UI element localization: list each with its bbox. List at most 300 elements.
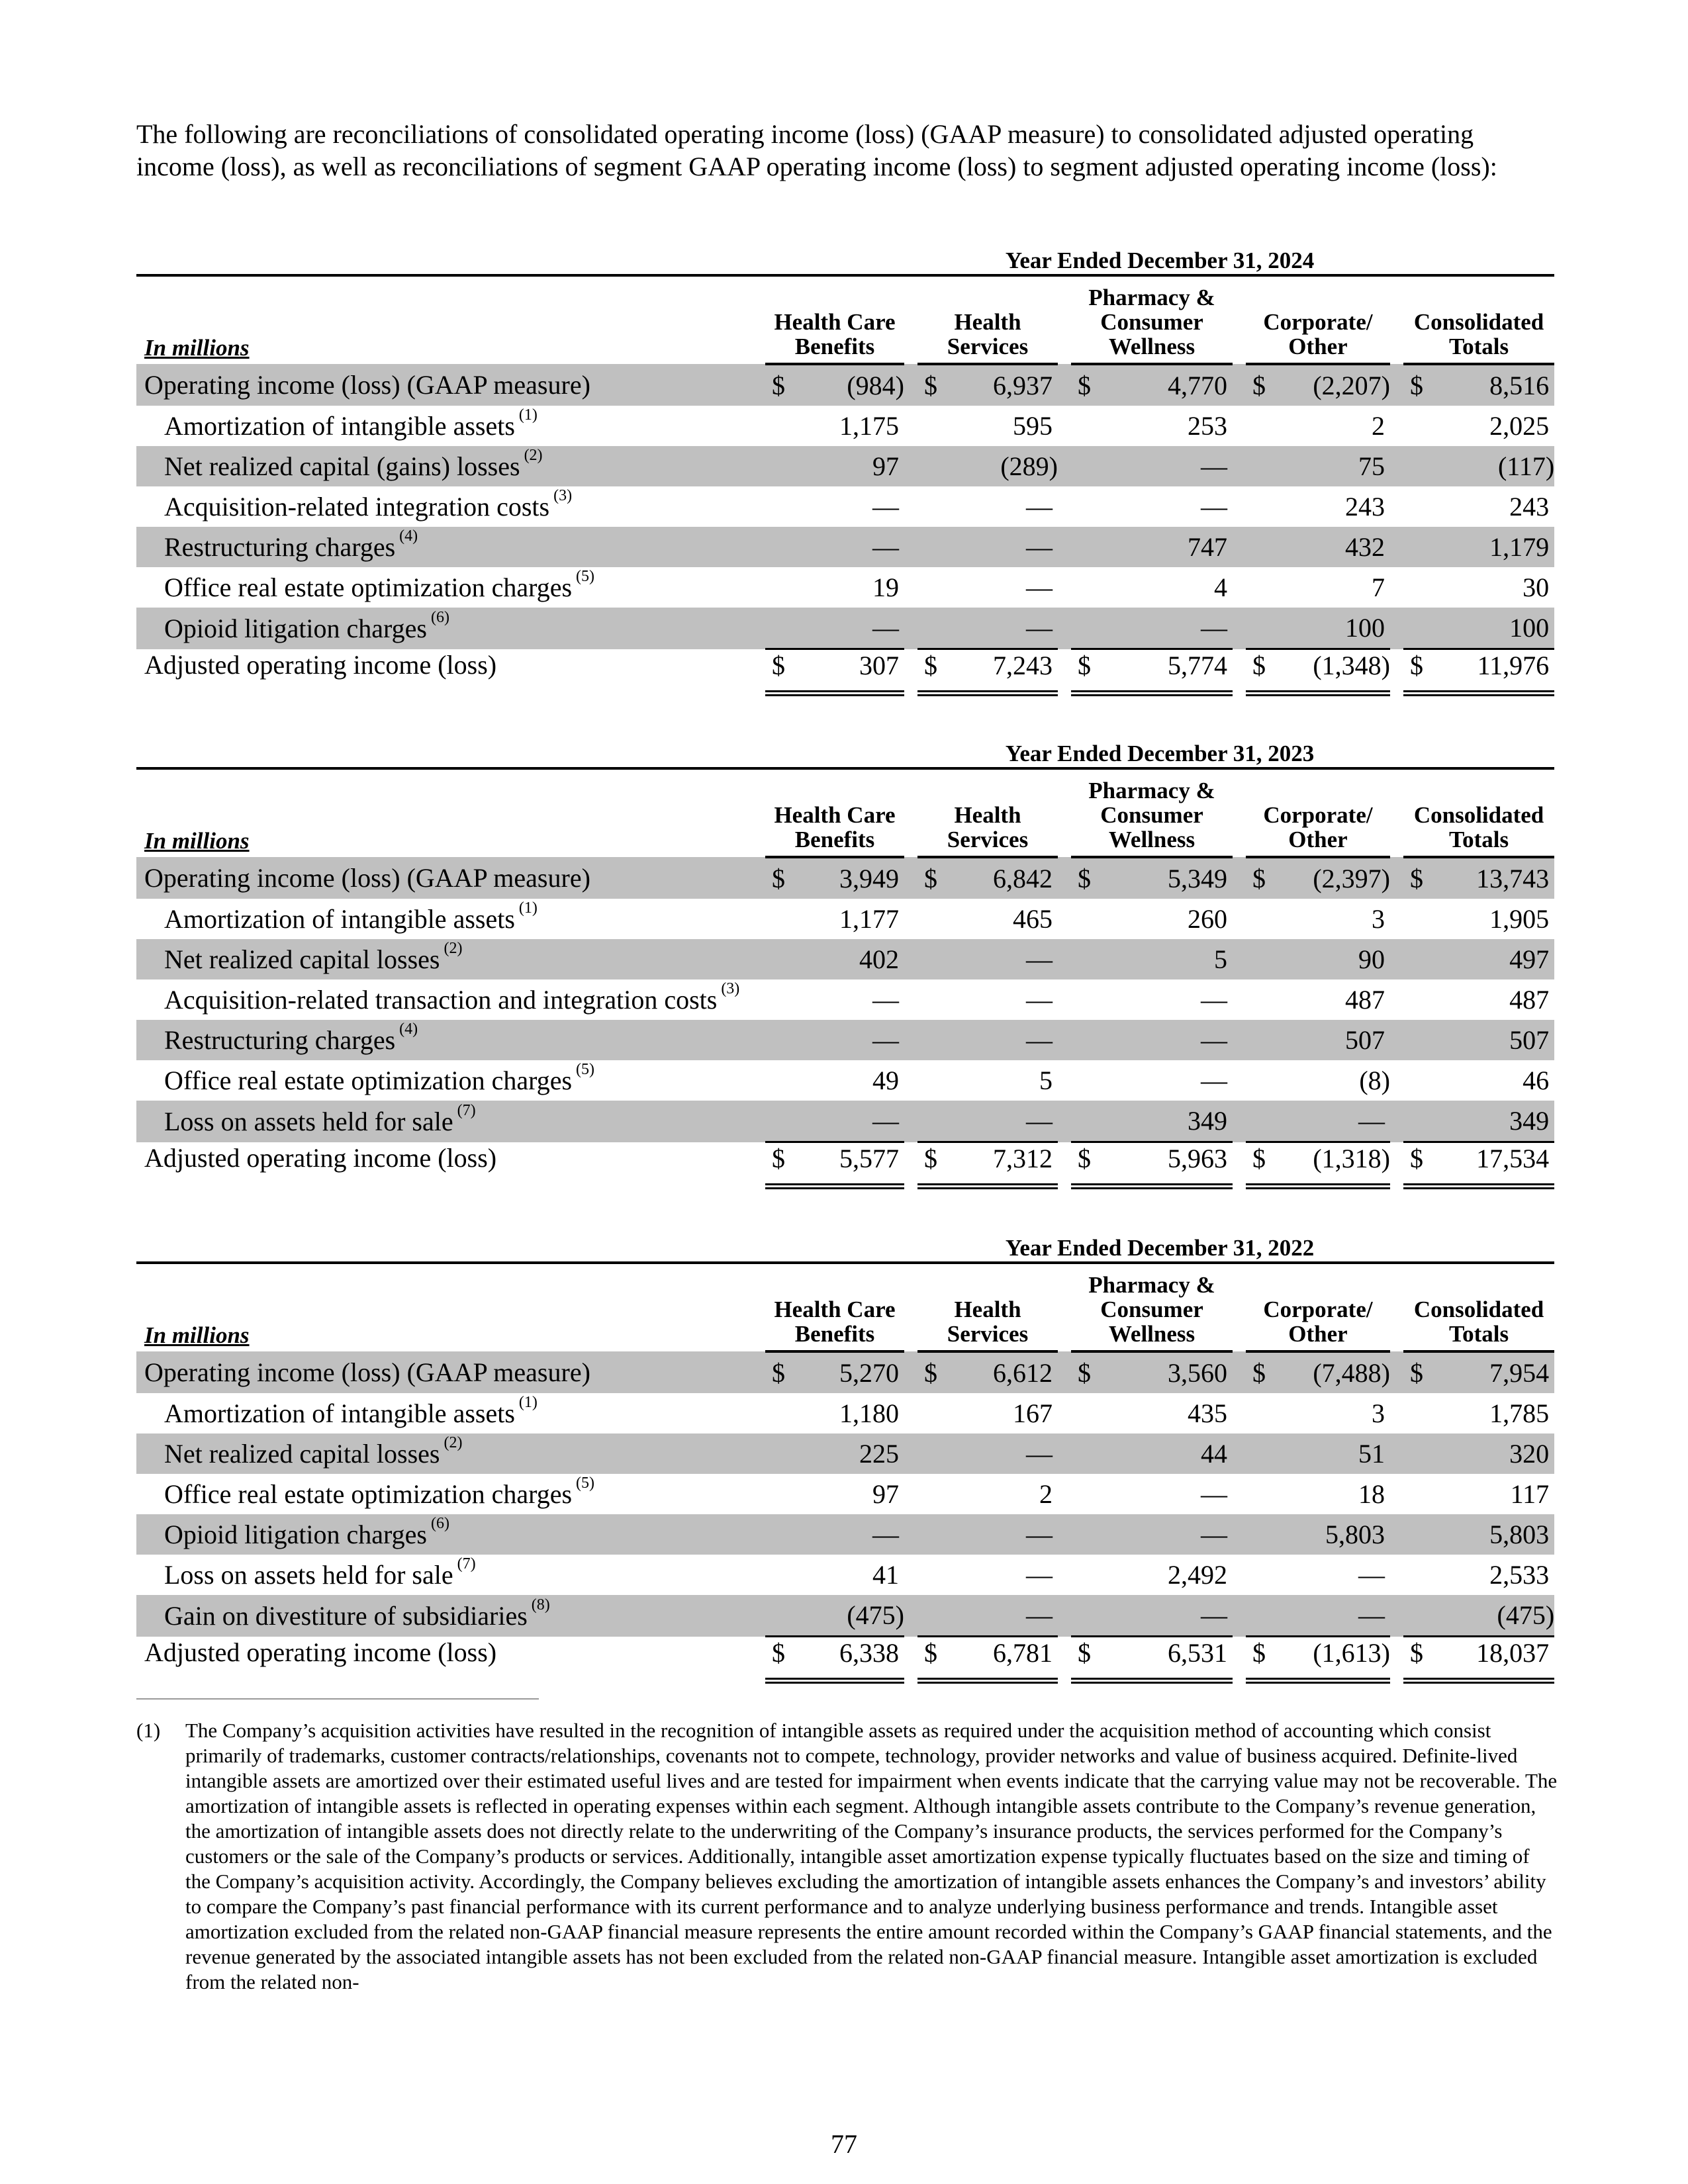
cell-value: 75: [1268, 446, 1390, 486]
cell-value: 260: [1188, 904, 1227, 934]
table-row: [136, 899, 1554, 939]
cell-value: 8,516: [1426, 364, 1554, 406]
row-label: [136, 446, 765, 486]
currency-symbol: [917, 446, 940, 486]
in-millions-label: In millions: [144, 335, 250, 361]
row-label-text: Loss on assets held for sale: [164, 1106, 453, 1136]
currency-symbol: $: [765, 1142, 788, 1187]
column-header: [765, 1263, 904, 1351]
currency-symbol: [1403, 1101, 1426, 1142]
column-header: [917, 1263, 1058, 1351]
cell-value: 100: [1426, 608, 1554, 649]
footnote-marker: (8): [531, 1596, 550, 1614]
currency-symbol: [917, 486, 940, 527]
currency-symbol: [1071, 1020, 1094, 1060]
table-row: [136, 939, 1554, 979]
currency-symbol: $: [917, 1142, 940, 1187]
currency-symbol: [765, 1433, 788, 1474]
footnote-marker: (3): [553, 487, 573, 504]
row-label: [136, 1474, 765, 1514]
cell-value: 4,770: [1094, 364, 1233, 406]
currency-symbol: [917, 608, 940, 649]
reconciliation-table: [136, 1231, 1554, 1684]
table-row: [136, 1393, 1554, 1433]
cell-value: 3: [1372, 1398, 1385, 1428]
currency-symbol: [1403, 1555, 1426, 1595]
cell-value: 432: [1268, 527, 1390, 567]
cell-value: —: [1026, 492, 1053, 522]
column-header-line: Corporate/: [1263, 802, 1373, 828]
total-value: 5,963: [1094, 1142, 1233, 1187]
footnote-marker: (4): [399, 527, 418, 545]
column-header-line: Benefits: [794, 334, 875, 359]
column-header-line: Health: [954, 802, 1021, 828]
cell-value: (2,397): [1268, 857, 1390, 899]
cell-value: 18: [1358, 1479, 1385, 1509]
cell-value: 44: [1094, 1433, 1233, 1474]
currency-symbol: [765, 979, 788, 1020]
row-label: [136, 567, 765, 608]
currency-symbol: [1246, 939, 1268, 979]
column-header-line: Health: [954, 309, 1021, 335]
column-header: [917, 275, 1058, 364]
row-label-text: Operating income (loss) (GAAP measure): [144, 863, 590, 893]
column-header-line: Wellness: [1108, 334, 1196, 359]
table-row: [136, 1101, 1554, 1142]
currency-symbol: [1071, 1393, 1094, 1433]
footnote-marker: (7): [457, 1555, 476, 1572]
row-label-text: Office real estate optimization charges: [164, 1066, 573, 1095]
footnote-marker: (2): [524, 447, 543, 464]
table-row: [136, 527, 1554, 567]
currency-symbol: $: [1403, 1637, 1426, 1681]
column-header-line: Services: [947, 334, 1029, 359]
total-label: Adjusted operating income (loss): [144, 1637, 497, 1667]
cell-value: —: [788, 1101, 904, 1142]
cell-value: 507: [1268, 1020, 1390, 1060]
footnote-marker: (5): [576, 1475, 595, 1492]
total-value: 17,534: [1426, 1142, 1554, 1187]
cell-value: 5,349: [1094, 857, 1233, 899]
currency-symbol: $: [1071, 364, 1094, 406]
cell-value: 1,175: [839, 411, 899, 441]
currency-symbol: [917, 1393, 940, 1433]
cell-value: 100: [1268, 608, 1390, 649]
cell-value: 1,177: [839, 904, 899, 934]
total-value: 6,781: [940, 1637, 1058, 1681]
cell-value: (984): [788, 364, 904, 406]
footnote-marker: (2): [444, 940, 463, 957]
cell-value: —: [1026, 572, 1053, 602]
cell-value: —: [940, 527, 1058, 567]
cell-value: —: [788, 1020, 904, 1060]
currency-symbol: [917, 1020, 940, 1060]
intro-paragraph: The following are reconciliations of consolidated operating income (loss) (GAAP measure) to consolidated adjusted operating income (loss), as well as reconciliations of segment GAAP operating income (loss) to segment adjusted operating income (loss):: [136, 119, 1497, 181]
currency-symbol: [917, 1514, 940, 1555]
cell-value: —: [872, 492, 899, 522]
footnote-marker: (1): [518, 899, 538, 917]
cell-value: 1,905: [1489, 904, 1550, 934]
currency-symbol: [1071, 1060, 1094, 1101]
currency-symbol: [917, 1474, 940, 1514]
cell-value: 5: [1094, 939, 1233, 979]
currency-symbol: $: [1403, 649, 1426, 694]
column-header-line: Wellness: [1108, 827, 1196, 852]
currency-symbol: [1246, 1555, 1268, 1595]
currency-symbol: [1246, 608, 1268, 649]
column-header-line: Consolidated: [1413, 802, 1544, 828]
column-header-line: Health Care: [774, 802, 896, 828]
cell-value: 51: [1268, 1433, 1390, 1474]
footnote-marker: (3): [721, 980, 740, 997]
cell-value: 5,270: [788, 1351, 904, 1393]
currency-symbol: $: [917, 649, 940, 694]
row-label-text: Acquisition-related integration costs: [164, 492, 550, 522]
cell-value: —: [1201, 492, 1227, 522]
column-header: [765, 275, 904, 364]
currency-symbol: [1246, 486, 1268, 527]
column-header: [1071, 1263, 1233, 1351]
currency-symbol: [765, 939, 788, 979]
cell-value: (289): [940, 446, 1058, 486]
cell-value: 1,785: [1489, 1398, 1550, 1428]
currency-symbol: [917, 1555, 940, 1595]
currency-symbol: $: [1071, 1351, 1094, 1393]
in-millions-label: In millions: [144, 828, 250, 854]
currency-symbol: [1071, 1101, 1094, 1142]
column-header: [1246, 768, 1390, 857]
currency-symbol: [1246, 1101, 1268, 1142]
currency-symbol: [765, 1060, 788, 1101]
row-label: [136, 1555, 765, 1595]
currency-symbol: [1246, 1020, 1268, 1060]
cell-value: —: [1268, 1101, 1390, 1142]
total-value: 5,774: [1094, 649, 1233, 694]
cell-value: —: [1094, 1020, 1233, 1060]
row-label-text: Net realized capital (gains) losses: [164, 451, 520, 481]
table-row: [136, 1020, 1554, 1060]
currency-symbol: [1403, 446, 1426, 486]
column-header-line: Other: [1288, 827, 1348, 852]
table-row: [136, 567, 1554, 608]
cell-value: —: [1201, 1066, 1227, 1095]
table-row: [136, 1474, 1554, 1514]
cell-value: (2,207): [1268, 364, 1390, 406]
row-label-text: Loss on assets held for sale: [164, 1560, 453, 1590]
column-header-line: Totals: [1449, 827, 1509, 852]
currency-symbol: $: [765, 364, 788, 406]
cell-value: —: [940, 1101, 1058, 1142]
footnote-marker: (5): [576, 1061, 595, 1078]
footnote-marker: (1): [518, 406, 538, 424]
currency-symbol: [1246, 979, 1268, 1020]
row-label: [136, 1433, 765, 1474]
footnote-1: [136, 1718, 1560, 1995]
cell-value: 7,954: [1426, 1351, 1554, 1393]
column-header-line: Benefits: [794, 1321, 875, 1347]
footnote-marker: (6): [430, 1515, 449, 1532]
row-label: [136, 979, 765, 1020]
cell-value: 435: [1188, 1398, 1227, 1428]
currency-symbol: [1403, 1595, 1426, 1637]
footnote-marker: (2): [444, 1434, 463, 1451]
cell-value: 2: [1372, 411, 1385, 441]
row-label-text: Opioid litigation charges: [164, 613, 427, 643]
currency-symbol: [1246, 899, 1268, 939]
total-row: [136, 649, 1554, 694]
column-header-line: Consolidated: [1413, 1297, 1544, 1322]
currency-symbol: [1071, 1555, 1094, 1595]
column-header-line: Health Care: [774, 1297, 896, 1322]
column-header: [1071, 275, 1233, 364]
total-label: Adjusted operating income (loss): [144, 649, 497, 680]
currency-symbol: [1403, 608, 1426, 649]
table-row: [136, 608, 1554, 649]
table-row: [136, 446, 1554, 486]
table-row: [136, 1433, 1554, 1474]
footnote-marker: (6): [430, 608, 449, 626]
row-label: [136, 857, 765, 899]
cell-value: —: [940, 1433, 1058, 1474]
currency-symbol: [765, 1020, 788, 1060]
cell-value: —: [1201, 1479, 1227, 1509]
currency-symbol: $: [1071, 1637, 1094, 1681]
total-value: 7,312: [940, 1142, 1058, 1187]
reconciliation-table: [136, 737, 1554, 1189]
currency-symbol: [917, 406, 940, 446]
column-header-line: Health Care: [774, 309, 896, 335]
currency-symbol: [1246, 1514, 1268, 1555]
cell-value: 5: [1039, 1066, 1053, 1095]
currency-symbol: [765, 1101, 788, 1142]
cell-value: 13,743: [1426, 857, 1554, 899]
currency-symbol: [1403, 406, 1426, 446]
currency-symbol: [1246, 1433, 1268, 1474]
currency-symbol: $: [1403, 1351, 1426, 1393]
cell-value: 117: [1510, 1479, 1550, 1509]
cell-value: 402: [788, 939, 904, 979]
currency-symbol: [765, 486, 788, 527]
currency-symbol: $: [1246, 1142, 1268, 1187]
cell-value: 3: [1372, 904, 1385, 934]
column-header-line: Consumer: [1100, 802, 1203, 828]
currency-symbol: $: [1246, 1637, 1268, 1681]
currency-symbol: [765, 406, 788, 446]
table-row: [136, 979, 1554, 1020]
currency-symbol: [1071, 486, 1094, 527]
row-label-text: Acquisition-related transaction and integration costs: [164, 985, 718, 1015]
currency-symbol: [765, 1474, 788, 1514]
cell-value: 97: [788, 446, 904, 486]
cell-value: —: [940, 608, 1058, 649]
cell-value: 497: [1426, 939, 1554, 979]
cell-value: 2: [1039, 1479, 1053, 1509]
cell-value: 1,179: [1426, 527, 1554, 567]
currency-symbol: [765, 1555, 788, 1595]
footnote-marker: (4): [399, 1021, 418, 1038]
row-label: [136, 1393, 765, 1433]
footnote-marker: (1): [518, 1394, 538, 1411]
column-header: [1403, 1263, 1554, 1351]
column-header-line: Corporate/: [1263, 309, 1373, 335]
column-header: [1246, 275, 1390, 364]
currency-symbol: $: [1071, 857, 1094, 899]
total-value: (1,348): [1268, 649, 1390, 694]
cell-value: —: [872, 985, 899, 1015]
currency-symbol: [1246, 567, 1268, 608]
column-header-line: Consumer: [1100, 1297, 1203, 1322]
table-row: [136, 1351, 1554, 1393]
cell-value: 243: [1345, 492, 1385, 522]
cell-value: 90: [1268, 939, 1390, 979]
currency-symbol: [1071, 979, 1094, 1020]
currency-symbol: [765, 527, 788, 567]
cell-value: 3,560: [1094, 1351, 1233, 1393]
cell-value: (475): [1426, 1595, 1554, 1637]
row-label: [136, 1020, 765, 1060]
row-label-text: Net realized capital losses: [164, 944, 440, 974]
currency-symbol: [1403, 1433, 1426, 1474]
cell-value: —: [1026, 985, 1053, 1015]
cell-value: —: [940, 1020, 1058, 1060]
currency-symbol: [917, 1060, 940, 1101]
currency-symbol: $: [765, 1637, 788, 1681]
currency-symbol: [1071, 1474, 1094, 1514]
page-number: 77: [831, 2129, 857, 2159]
year-header: Year Ended December 31, 2023: [765, 737, 1554, 768]
currency-symbol: $: [1403, 364, 1426, 406]
footnote-divider: [136, 1698, 539, 1700]
cell-value: —: [1094, 608, 1233, 649]
cell-value: —: [940, 1514, 1058, 1555]
cell-value: —: [788, 1514, 904, 1555]
row-label: [136, 1101, 765, 1142]
cell-value: —: [1094, 1514, 1233, 1555]
currency-symbol: [1403, 1020, 1426, 1060]
cell-value: 253: [1188, 411, 1227, 441]
row-label: [136, 1060, 765, 1101]
table-row: [136, 1595, 1554, 1637]
currency-symbol: [1403, 567, 1426, 608]
row-label-text: Office real estate optimization charges: [164, 572, 573, 602]
cell-value: 97: [872, 1479, 899, 1509]
cell-value: —: [940, 939, 1058, 979]
currency-symbol: [1071, 1595, 1094, 1637]
currency-symbol: [1403, 1474, 1426, 1514]
currency-symbol: [765, 608, 788, 649]
cell-value: (475): [788, 1595, 904, 1637]
row-label: [136, 364, 765, 406]
currency-symbol: [1403, 939, 1426, 979]
cell-value: —: [1268, 1595, 1390, 1637]
cell-value: 349: [1094, 1101, 1233, 1142]
currency-symbol: [1071, 1433, 1094, 1474]
column-header-line: Other: [1288, 334, 1348, 359]
currency-symbol: $: [1246, 364, 1268, 406]
column-header-line: Pharmacy &: [1088, 778, 1215, 803]
currency-symbol: $: [1403, 857, 1426, 899]
cell-value: —: [1201, 985, 1227, 1015]
row-label: [136, 608, 765, 649]
cell-value: (7,488): [1268, 1351, 1390, 1393]
currency-symbol: [1403, 1060, 1426, 1101]
total-value: (1,318): [1268, 1142, 1390, 1187]
cell-value: 2,533: [1489, 1560, 1550, 1590]
year-header: Year Ended December 31, 2024: [765, 244, 1554, 275]
row-label-text: Net realized capital losses: [164, 1439, 440, 1469]
cell-value: 19: [872, 572, 899, 602]
in-millions-label: In millions: [144, 1322, 250, 1348]
currency-symbol: [1246, 406, 1268, 446]
table-row: [136, 1060, 1554, 1101]
column-header-line: Other: [1288, 1321, 1348, 1347]
currency-symbol: [917, 1433, 940, 1474]
column-header-line: Totals: [1449, 1321, 1509, 1347]
year-header: Year Ended December 31, 2022: [765, 1231, 1554, 1263]
currency-symbol: [1403, 527, 1426, 567]
cell-value: (8): [1359, 1066, 1390, 1095]
currency-symbol: $: [1071, 1142, 1094, 1187]
currency-symbol: [765, 1393, 788, 1433]
cell-value: —: [1026, 1560, 1053, 1590]
total-value: 7,243: [940, 649, 1058, 694]
table-row: [136, 1555, 1554, 1595]
currency-symbol: [1403, 979, 1426, 1020]
column-header: [1071, 768, 1233, 857]
cell-value: —: [788, 527, 904, 567]
currency-symbol: [1071, 608, 1094, 649]
currency-symbol: [1246, 446, 1268, 486]
cell-value: 3,949: [788, 857, 904, 899]
currency-symbol: [1403, 899, 1426, 939]
cell-value: 487: [1345, 985, 1385, 1015]
currency-symbol: [1246, 527, 1268, 567]
row-label: [136, 527, 765, 567]
currency-symbol: [1246, 1060, 1268, 1101]
table-row: [136, 406, 1554, 446]
table-row: [136, 1514, 1554, 1555]
cell-value: 41: [872, 1560, 899, 1590]
currency-symbol: [917, 1101, 940, 1142]
table-row: [136, 364, 1554, 406]
footnote-text: The Company’s acquisition activities have resulted in the recognition of intangible assets as required under the acquisition method of accounting which consist primarily of trademarks, customer contracts/relationships, covenants not to compete, technology, provider networks and value of business acquired. Definite-lived intangible assets are amortized over their estimated useful lives and are tested for impairment when events indicate that the carrying value may not be recoverable. The amortization of intangible assets is reflected in operating expenses within each segment. Although intangible assets contribute to the Company’s revenue generation, the amortization of intangible assets does not directly relate to the underwriting of the Company’s insurance products, the services performed for the Company’s customers or the sale of the Company’s products or services. Additionally, intangible asset amortization expense typically fluctuates based on the size and timing of the Company’s acquisition activity. Accordingly, the Company believes excluding the amortization of intangible assets enhances the Company’s and investors’ ability to compare the Company’s past financial performance with its current performance and to analyze underlying business performance and trends. Intangible asset amortization excluded from the related non-GAAP financial measure represents the entire amount recorded within the Company’s GAAP financial statements, and the revenue generated by the associated intangible assets has not been excluded from the related non-GAAP financial measure. Intangible asset amortization is excluded from the related non-: [185, 1719, 1558, 1993]
total-value: 5,577: [788, 1142, 904, 1187]
cell-value: 243: [1509, 492, 1550, 522]
currency-symbol: [917, 899, 940, 939]
currency-symbol: $: [1246, 649, 1268, 694]
cell-value: 747: [1094, 527, 1233, 567]
total-value: 6,338: [788, 1637, 904, 1681]
cell-value: 6,612: [940, 1351, 1058, 1393]
column-header-line: Totals: [1449, 334, 1509, 359]
column-header: [1403, 768, 1554, 857]
currency-symbol: [1403, 486, 1426, 527]
currency-symbol: [917, 979, 940, 1020]
currency-symbol: [1071, 899, 1094, 939]
currency-symbol: [1246, 1393, 1268, 1433]
row-label: [136, 406, 765, 446]
currency-symbol: $: [917, 364, 940, 406]
cell-value: —: [1094, 1595, 1233, 1637]
currency-symbol: [765, 1514, 788, 1555]
row-label-text: Gain on divestiture of subsidiaries: [164, 1600, 528, 1631]
currency-symbol: [1071, 939, 1094, 979]
total-value: (1,613): [1268, 1637, 1390, 1681]
currency-symbol: $: [765, 857, 788, 899]
row-label-text: Restructuring charges: [164, 1025, 396, 1055]
cell-value: 4: [1214, 572, 1227, 602]
total-value: 18,037: [1426, 1637, 1554, 1681]
